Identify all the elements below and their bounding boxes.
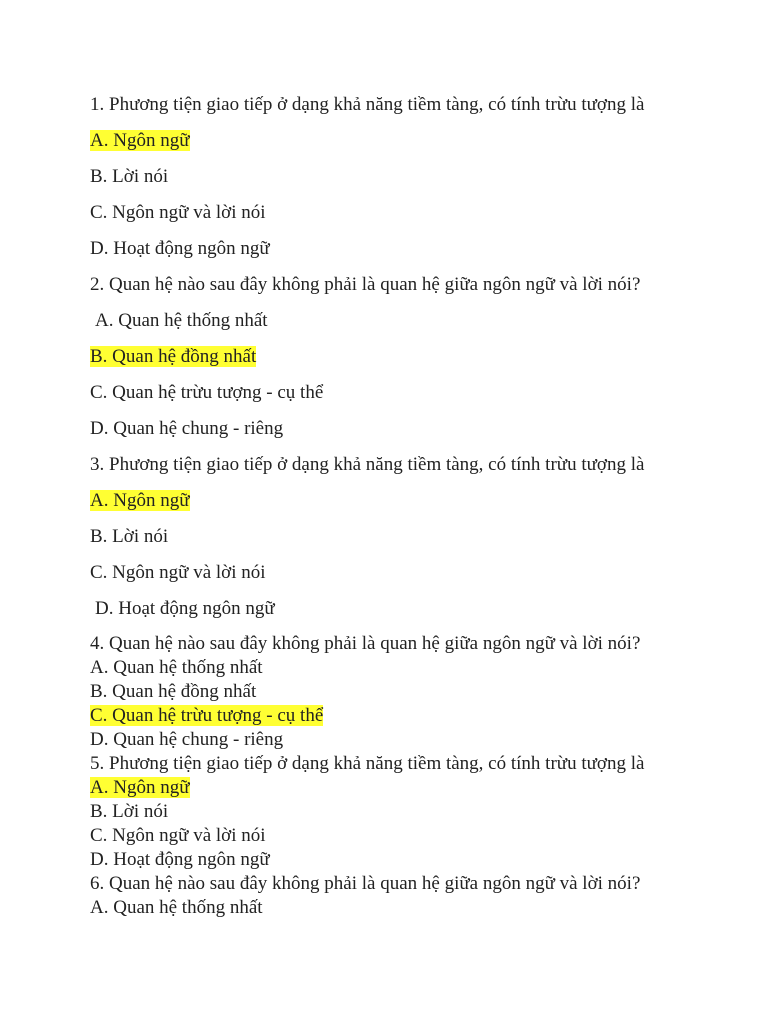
question-stem: 2. Quan hệ nào sau đây không phải là quan hệ giữa ngôn ngữ và lời nói? (90, 274, 641, 295)
answer-option (90, 776, 190, 800)
answer-option: C. Quan hệ trừu tượng - cụ thể (90, 382, 324, 403)
answer-option: C. Ngôn ngữ và lời nói (90, 202, 266, 223)
answer-option: A. Quan hệ thống nhất (90, 657, 263, 678)
answer-option: B. Lời nói (90, 526, 169, 547)
answer-option: A. Quan hệ thống nhất (95, 310, 268, 331)
answer-highlight: A. Ngôn ngữ (90, 130, 190, 151)
answer-option: D. Quan hệ chung - riêng (90, 418, 284, 439)
question-stem: 5. Phương tiện giao tiếp ở dạng khả năng tiềm tàng, có tính trừu tượng là (90, 753, 645, 774)
answer-option: D. Hoạt động ngôn ngữ (90, 238, 270, 259)
answer-option (90, 345, 256, 369)
answer-highlight: A. Ngôn ngữ (90, 490, 190, 511)
answer-option: D. Hoạt động ngôn ngữ (95, 598, 275, 619)
question-stem: 6. Quan hệ nào sau đây không phải là quan hệ giữa ngôn ngữ và lời nói? (90, 873, 641, 894)
answer-option (90, 129, 190, 153)
question-stem: 3. Phương tiện giao tiếp ở dạng khả năng tiềm tàng, có tính trừu tượng là (90, 454, 645, 475)
answer-option: D. Hoạt động ngôn ngữ (90, 849, 270, 870)
answer-highlight: B. Quan hệ đồng nhất (90, 346, 257, 367)
question-stem: 4. Quan hệ nào sau đây không phải là quan hệ giữa ngôn ngữ và lời nói? (90, 633, 641, 654)
answer-option: B. Lời nói (90, 166, 169, 187)
answer-option: C. Ngôn ngữ và lời nói (90, 562, 266, 583)
answer-option: B. Quan hệ đồng nhất (90, 681, 257, 702)
answer-option: B. Lời nói (90, 801, 169, 822)
answer-highlight: C. Quan hệ trừu tượng - cụ thể (90, 705, 324, 726)
answer-option: D. Quan hệ chung - riêng (90, 729, 284, 750)
answer-option (90, 704, 323, 728)
answer-highlight: A. Ngôn ngữ (90, 777, 190, 798)
answer-option: C. Ngôn ngữ và lời nói (90, 825, 266, 846)
answer-option (90, 489, 190, 513)
question-stem: 1. Phương tiện giao tiếp ở dạng khả năng tiềm tàng, có tính trừu tượng là (90, 94, 645, 115)
answer-option: A. Quan hệ thống nhất (90, 897, 263, 918)
